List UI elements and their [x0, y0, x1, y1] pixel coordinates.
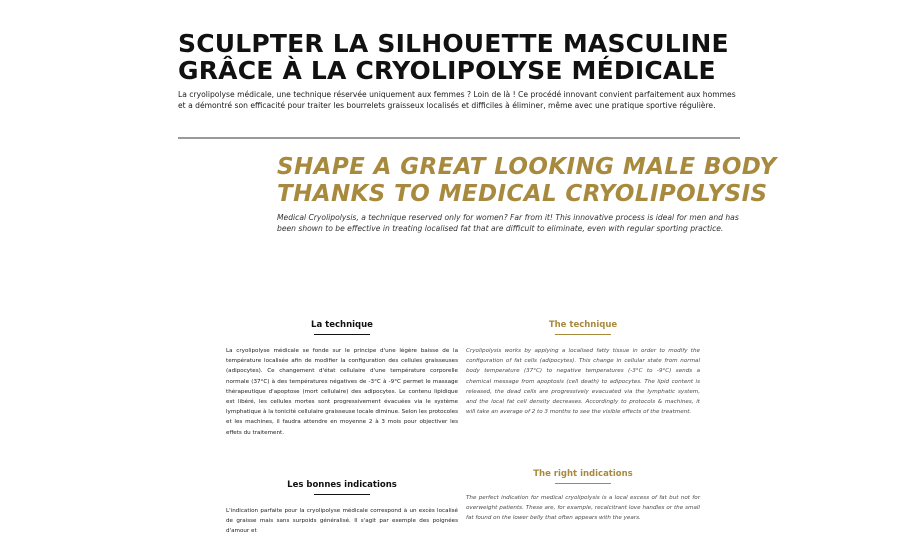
english-section-1-body: Cryolipolysis works by applying a localised fatty tissue in order to modify the configuration of fat cells (adipocytes). This change in cellular state from normal body temperature (37°C) to negative temperatures (-3°C to -9°C) sends a chemical message from apoptosis (cell death) to adipocytes. The lipid content is released, the dead cells are progressively evacuated via the lymphatic system, and the local fat cell density decreases. Accordingly to protocols & machines, it will take an average of 2 to 3 months to see the visible effects of the treatment. [466, 348, 700, 416]
english-title-line-2: THANKS TO MEDICAL CRYOLIPOLYSIS [277, 181, 768, 207]
french-title [178, 30, 758, 84]
english-section-2-heading: The right indications [466, 469, 700, 484]
french-section-1-body: La cryolipolyse médicale se fonde sur le principe d'une légère baisse de la température localisée afin de modifier la configuration des cellules graisseuses (adipocytes). Ce changement d'état cellulaire d'une température corporelle normale (37°C) à des températures négatives de -3°C à -9°C permet le massage thérapeutique d'apoptose (mort cellulaire) des adipocytes. Le contenu lipidique est libéré, les cellules mortes sont progressivement évacuées via le système lymphatique à la tonicité cellulaire graisseuse locale diminue. Selon les protocoles et les machines, il faudra attendre en moyenne 2 à 3 mois pour objectiver les effets du traitement. [226, 348, 458, 436]
english-title [277, 154, 777, 208]
divider [178, 137, 740, 139]
english-section-2-body: The perfect indication for medical cryolipolysis is a local excess of fat but not for overweight patients. These are, for example, recalcitrant love handles or the small fat found on the lower belly that often appears with the years. [466, 495, 700, 522]
english-intro: Medical Cryolipolysis, a technique reserved only for women? Far from it! This innovative process is ideal for men and has been shown to be effective in treating localised fat that are difficult to eliminate, even with regular sporting practice. [277, 213, 739, 233]
french-title-line-2: GRÂCE À LA CRYOLIPOLYSE MÉDICALE [178, 56, 716, 85]
french-section-1-heading: La technique [226, 320, 458, 335]
english-title-line-1: SHAPE A GREAT LOOKING MALE BODY [277, 154, 777, 180]
french-section-2-heading: Les bonnes indications [226, 480, 458, 495]
french-title-line-1: SCULPTER LA SILHOUETTE MASCULINE [178, 29, 729, 58]
english-section-1-heading: The technique [466, 320, 700, 335]
french-section-2-body: L'indication parfaite pour la cryolipolyse médicale correspond à un excès localisé de graisse mais sans surpoids généralisé. Il s'agit par exemple des poignées d'amour et [226, 508, 458, 535]
french-intro: La cryolipolyse médicale, une technique réservée uniquement aux femmes ? Loin de là ! Ce procédé innovant convient parfaitement aux hommes et a démontré son efficacité pour traiter les bourrelets graisseux localisés et difficiles à éliminer, même avec une pratique sportive régulière. [178, 90, 736, 110]
